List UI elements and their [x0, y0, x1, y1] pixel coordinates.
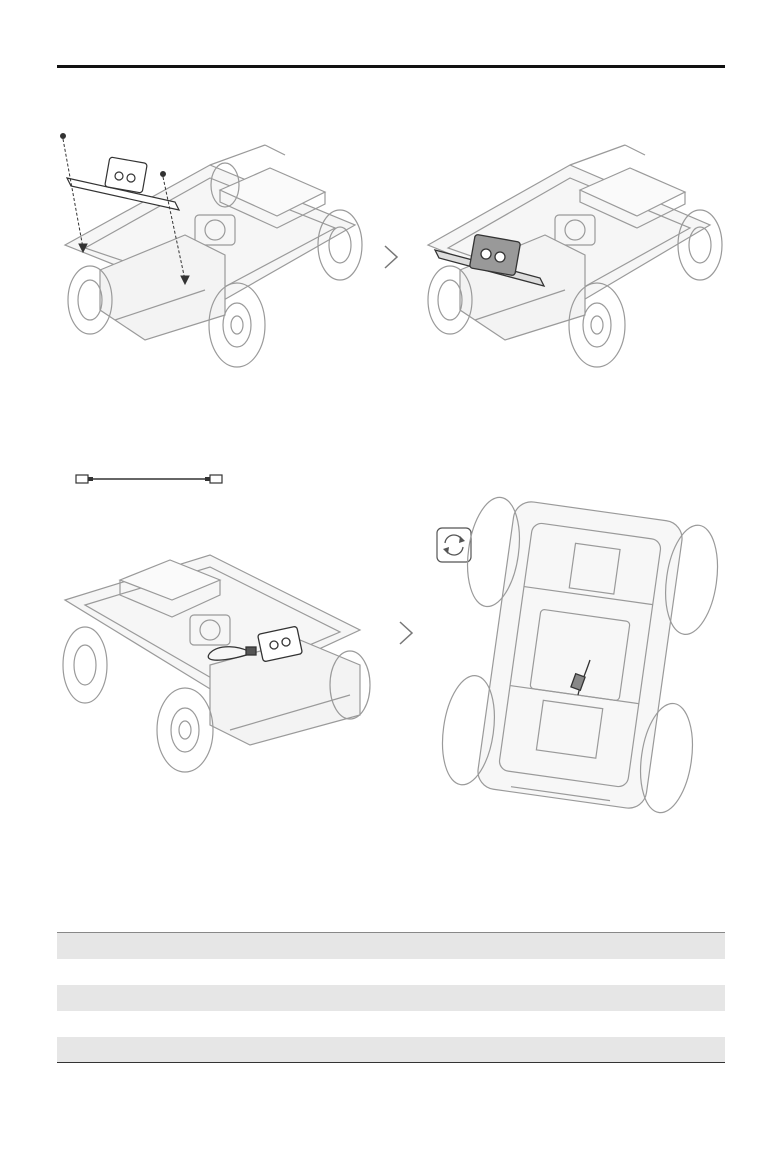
- row-value: [391, 985, 725, 1011]
- row-value: [391, 1037, 725, 1063]
- robot-underside-figure: [440, 495, 720, 820]
- robot-underside-icon: [440, 495, 720, 820]
- row-label: [57, 933, 391, 959]
- robot-chassis-mounted-sensor-figure: [420, 130, 725, 375]
- sensor-cable-icon: [75, 472, 223, 486]
- row-label: [57, 959, 391, 985]
- row-value: [391, 1011, 725, 1037]
- table-row: [57, 933, 725, 959]
- header-rule: [57, 65, 725, 68]
- table-row: [57, 1011, 725, 1037]
- table-row: [57, 1037, 725, 1063]
- step-arrow: [398, 620, 414, 651]
- step-arrow: [383, 244, 399, 275]
- table-row: [57, 985, 725, 1011]
- chevron-right-icon: [383, 244, 399, 270]
- row-value: [391, 959, 725, 985]
- robot-chassis-mounted-sensor-icon: [420, 130, 725, 375]
- robot-chassis-screw-mount-icon: [55, 130, 375, 375]
- robot-chassis-cable-connect-figure: [60, 535, 380, 775]
- row-label: [57, 1037, 391, 1063]
- chevron-right-icon: [398, 620, 414, 646]
- row-value: [391, 933, 725, 959]
- row-label: [57, 985, 391, 1011]
- sensor-cable-figure: [75, 472, 223, 486]
- table-row: [57, 959, 725, 985]
- robot-chassis-screw-mount-figure: [55, 130, 375, 375]
- robot-chassis-cable-connect-icon: [60, 535, 380, 775]
- spec-table: [57, 932, 725, 1063]
- row-label: [57, 1011, 391, 1037]
